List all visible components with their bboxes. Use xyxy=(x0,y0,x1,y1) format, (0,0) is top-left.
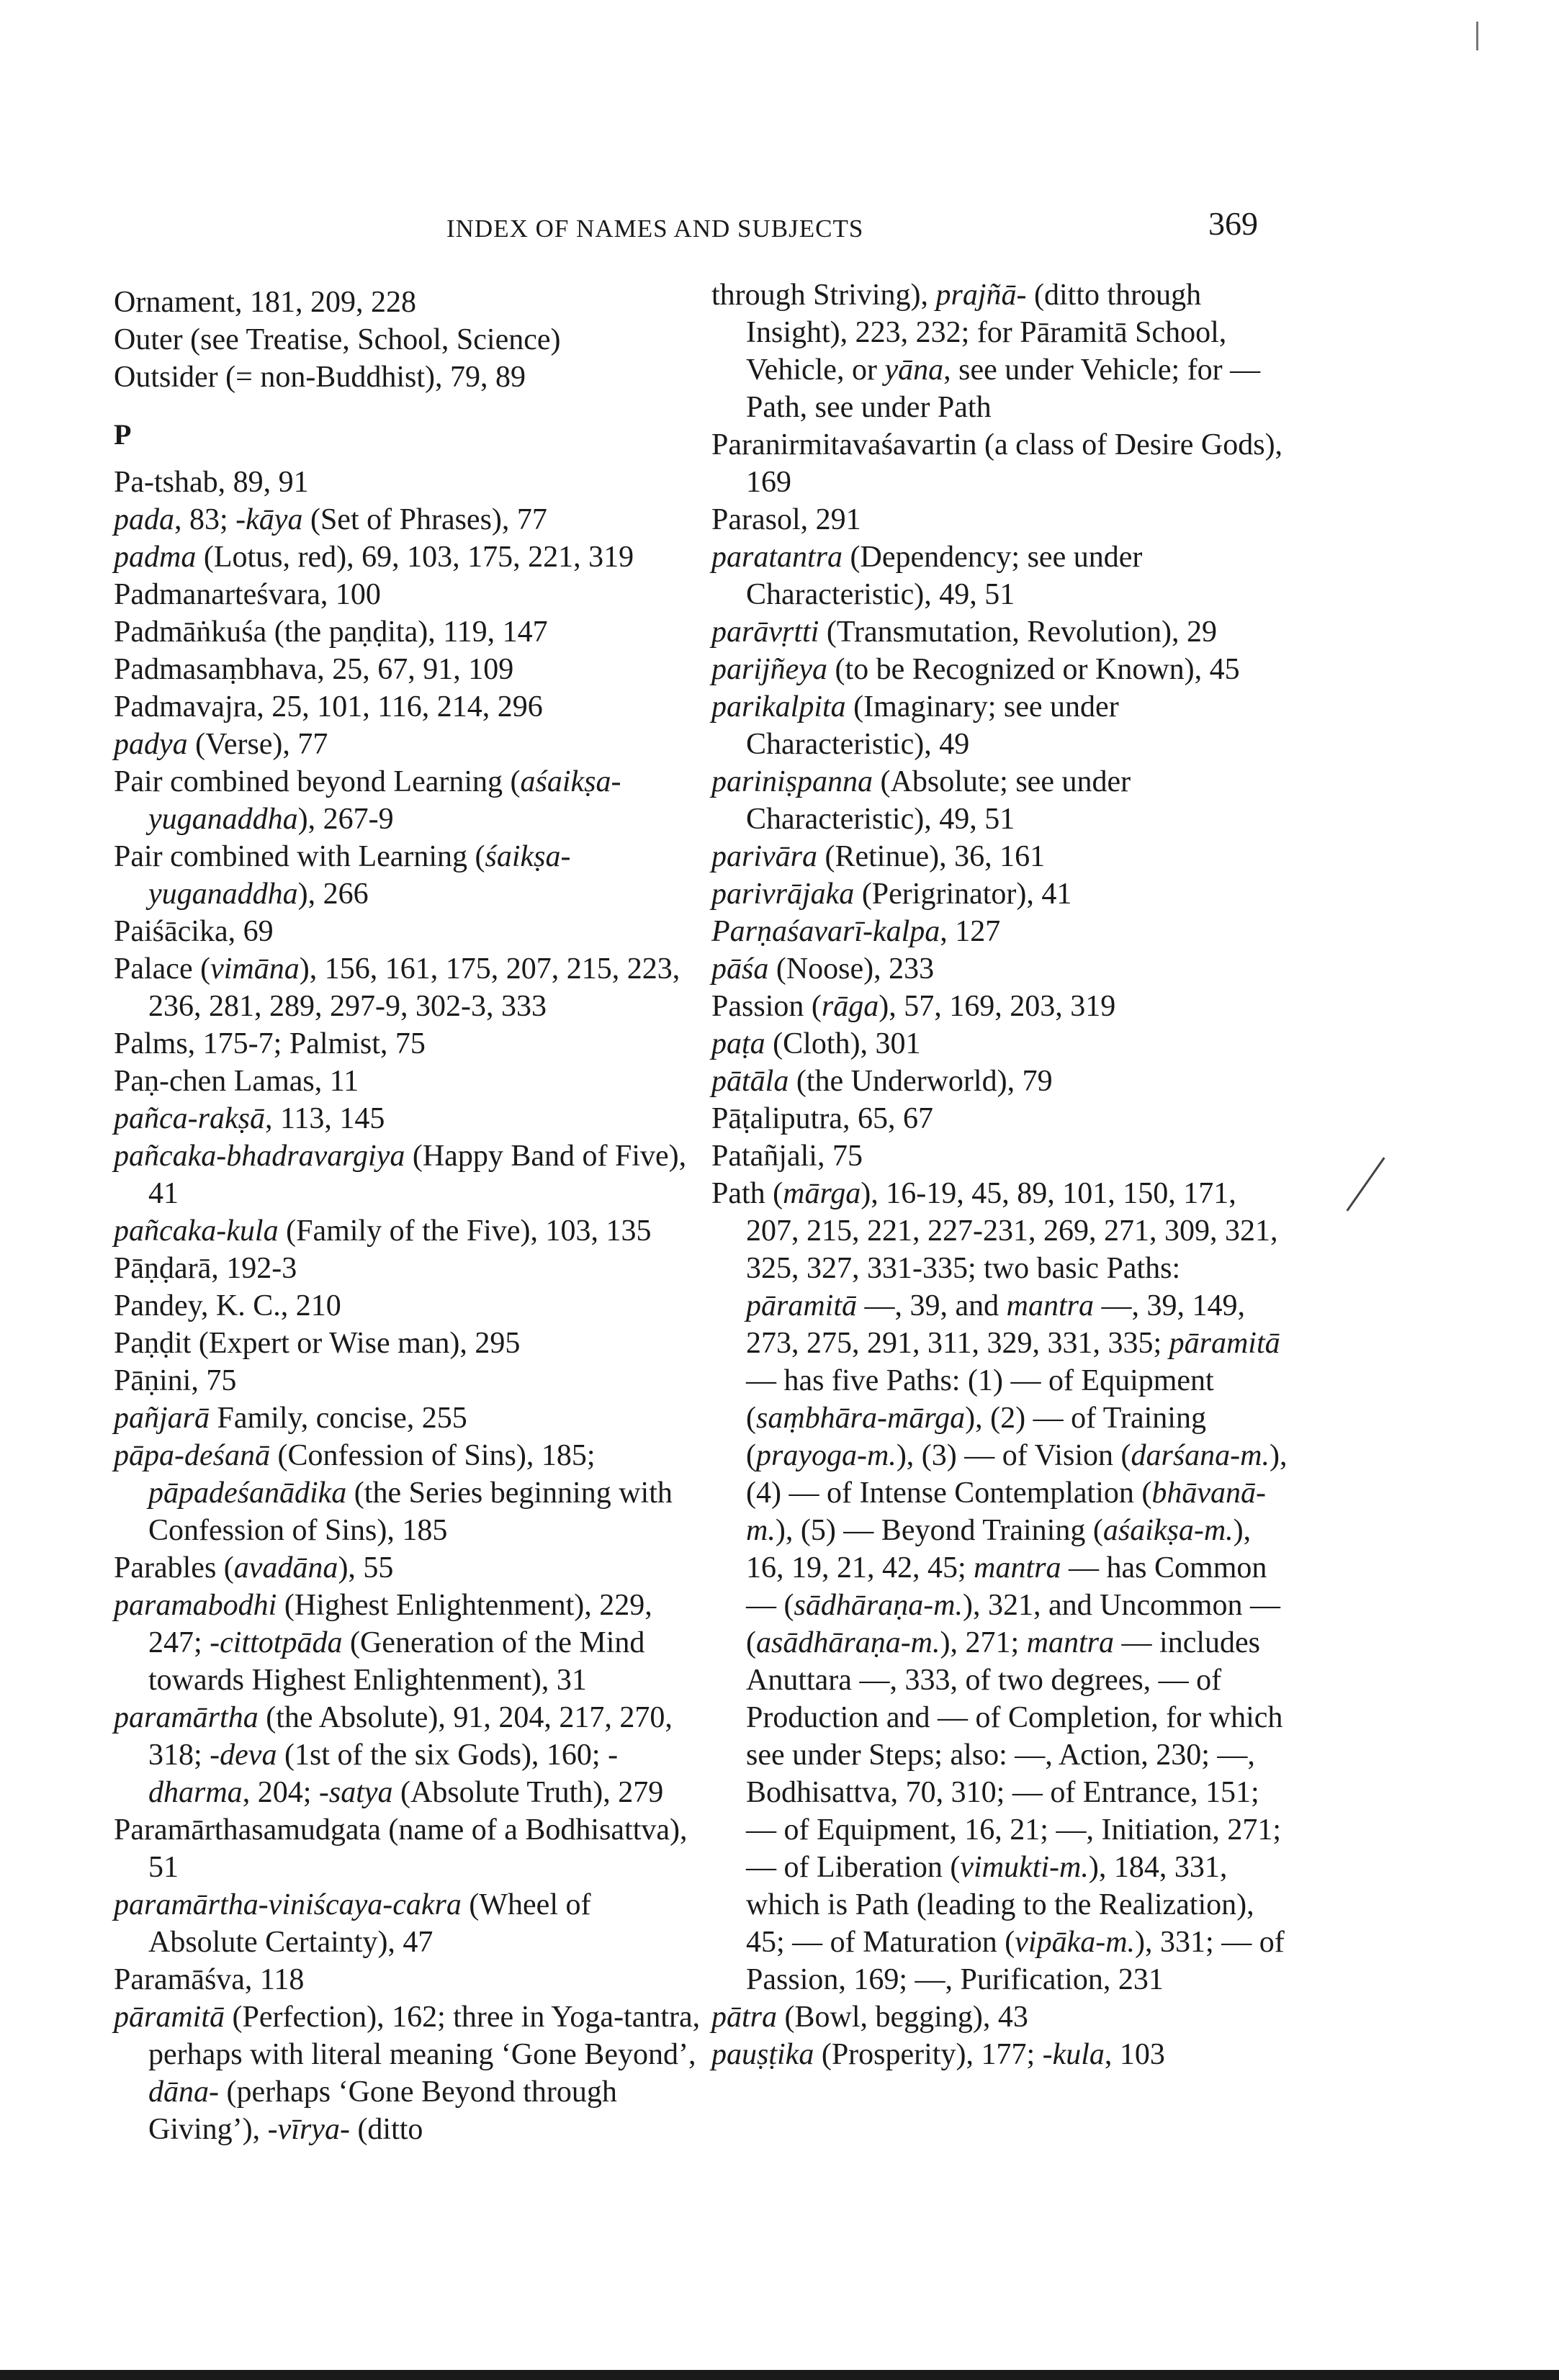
index-entry: Padmanarteśvara, 100 xyxy=(114,578,381,611)
index-entry: Pāṭaliputra, 65, 67 xyxy=(711,1102,933,1135)
page-number: 369 xyxy=(1208,205,1258,242)
index-entry: Pair combined beyond Learning (aśaikṣa-yuganaddha), 267-9 xyxy=(114,765,621,836)
index-entry: Paṇḍit (Expert or Wise man), 295 xyxy=(114,1327,521,1360)
index-entry: paratantra (Dependency; see under Characteristic), 49, 51 xyxy=(711,541,1143,611)
index-entry: pañcaka-kula (Family of the Five), 103, 135 xyxy=(114,1214,652,1248)
index-entry: Outsider (= non-Buddhist), 79, 89 xyxy=(114,361,526,394)
index-entry: pariniṣpanna (Absolute; see under Characteristic), 49, 51 xyxy=(711,765,1131,836)
running-header: INDEX OF NAMES AND SUBJECTS xyxy=(446,215,864,243)
index-entry: pañca-rakṣā, 113, 145 xyxy=(114,1102,385,1135)
index-entry: Pandey, K. C., 210 xyxy=(114,1289,341,1322)
right-index-column xyxy=(711,276,1295,2073)
index-entry: Path (mārga), 16-19, 45, 89, 101, 150, 171, 207, 215, 221, 227-231, 269, 271, 309, 321, 325, 327, 331-335; two basic Paths: pāramitā —, 39, and mantra —, 39, 149, 273, 275, 291, 311, 329, 331, 335; pāramitā — has five Paths: (1) — of Equipment (saṃbhāra-mārga), (2) — of Training (prayoga-m.), (3) — of Vision (darśana-m.), (4) — of Intense Contemplation (bhāvanā-m.), (5) — Beyond Training (aśaikṣa-m.), 16, 19, 21, 42, 45; mantra — has Common — (sādhāraṇa-m.), 321, and Uncommon — (asādhāraṇa-m.), 271; mantra — includes Anuttara —, 333, of two degrees, — of Production and — of Completion, for which see under Steps; also: —, Action, 230; —, Bodhisattva, 70, 310; — of Entrance, 151; — of Equipment, 16, 21; —, Initiation, 271; — of Liberation (vimukti-m.), 184, 331, which is Path (leading to the Realization), 45; — of Maturation (vipāka-m.), 331; — of Passion, 169; —, Purification, 231 xyxy=(711,1177,1288,1996)
index-entry: Paramārthasamudgata (name of a Bodhisattva), 51 xyxy=(114,1813,688,1884)
index-entry: padma (Lotus, red), 69, 103, 175, 221, 319 xyxy=(114,541,634,574)
index-entry: Pāṇḍarā, 192-3 xyxy=(114,1252,297,1285)
index-entry: Paiśācika, 69 xyxy=(114,915,274,948)
index-entry: pauṣṭika (Prosperity), 177; -kula, 103 xyxy=(711,2038,1165,2071)
index-entry: Padmasaṃbhava, 25, 67, 91, 109 xyxy=(114,653,514,686)
index-entry: paṭa (Cloth), 301 xyxy=(711,1027,921,1060)
left-index-column xyxy=(114,284,704,2148)
index-entry: Padmavajra, 25, 101, 116, 214, 296 xyxy=(114,690,543,724)
index-entry: Paramāśva, 118 xyxy=(114,1963,305,1996)
index-entry: pañcaka-bhadravargiya (Happy Band of Five), 41 xyxy=(114,1140,687,1210)
index-entry: parijñeya (to be Recognized or Known), 45 xyxy=(711,653,1240,686)
index-entry: Ornament, 181, 209, 228 xyxy=(114,286,416,319)
index-entry: pañjarā Family, concise, 255 xyxy=(114,1402,467,1435)
index-entry: paramabodhi (Highest Enlightenment), 229, 247; -cittotpāda (Generation of the Mind towards Highest Enlightenment), 31 xyxy=(114,1589,652,1697)
index-entry: Palms, 175-7; Palmist, 75 xyxy=(114,1027,426,1060)
index-entry: Padmāṅkuśa (the paṇḍita), 119, 147 xyxy=(114,616,548,649)
index-entry: Parasol, 291 xyxy=(711,503,861,536)
index-entry: Parṇaśavarī-kalpa, 127 xyxy=(711,915,1001,948)
index-entry: Pa-tshab, 89, 91 xyxy=(114,466,309,499)
index-entry: Paranirmitavaśavartin (a class of Desire Gods), 169 xyxy=(711,428,1283,499)
index-entry: pāśa (Noose), 233 xyxy=(711,952,935,986)
index-entry: Paṇ-chen Lamas, 11 xyxy=(114,1065,359,1098)
index-entry: pāramitā (Perfection), 162; three in Yoga-tantra, perhaps with literal meaning ‘Gone Beyond’, dāna- (perhaps ‘Gone Beyond through Giving’), -vīrya- (ditto xyxy=(114,2001,701,2146)
index-entry: Pāṇini, 75 xyxy=(114,1364,237,1397)
index-entry: pada, 83; -kāya (Set of Phrases), 77 xyxy=(114,503,547,536)
index-entry: paramārtha (the Absolute), 91, 204, 217, 270, 318; -deva (1st of the six Gods), 160; -dharma, 204; -satya (Absolute Truth), 279 xyxy=(114,1701,673,1809)
index-entry: Palace (vimāna), 156, 161, 175, 207, 215, 223, 236, 281, 289, 297-9, 302-3, 333 xyxy=(114,952,680,1023)
index-entry: pātāla (the Underworld), 79 xyxy=(711,1065,1053,1098)
index-entry: parivāra (Retinue), 36, 161 xyxy=(711,840,1046,873)
index-entry: Passion (rāga), 57, 169, 203, 319 xyxy=(711,990,1116,1023)
pencil-mark xyxy=(1346,1157,1385,1211)
index-entry: pātra (Bowl, begging), 43 xyxy=(711,2001,1028,2034)
index-entry: Pair combined with Learning (śaikṣa-yuganaddha), 266 xyxy=(114,840,571,911)
scan-edge xyxy=(0,2370,1559,2380)
section-letter: P xyxy=(114,418,132,451)
index-entry: paramārtha-viniścaya-cakra (Wheel of Absolute Certainty), 47 xyxy=(114,1888,591,1959)
pencil-mark xyxy=(1476,22,1478,50)
index-entry: Outer (see Treatise, School, Science) xyxy=(114,323,561,356)
index-entry-continued: through Striving), prajñā- (ditto through Insight), 223, 232; for Pāramitā School, Vehicle, or yāna, see under Vehicle; for — Path, see under Path xyxy=(711,279,1261,424)
index-entry: padya (Verse), 77 xyxy=(114,728,328,761)
index-entry: Patañjali, 75 xyxy=(711,1140,863,1173)
index-entry: parāvṛtti (Transmutation, Revolution), 29 xyxy=(711,616,1217,649)
index-entry: parivrājaka (Perigrinator), 41 xyxy=(711,878,1072,911)
index-entry: parikalpita (Imaginary; see under Characteristic), 49 xyxy=(711,690,1119,761)
index-entry: Parables (avadāna), 55 xyxy=(114,1551,394,1585)
index-entry: pāpa-deśanā (Confession of Sins), 185; pāpadeśanādika (the Series beginning with Confession of Sins), 185 xyxy=(114,1439,673,1547)
